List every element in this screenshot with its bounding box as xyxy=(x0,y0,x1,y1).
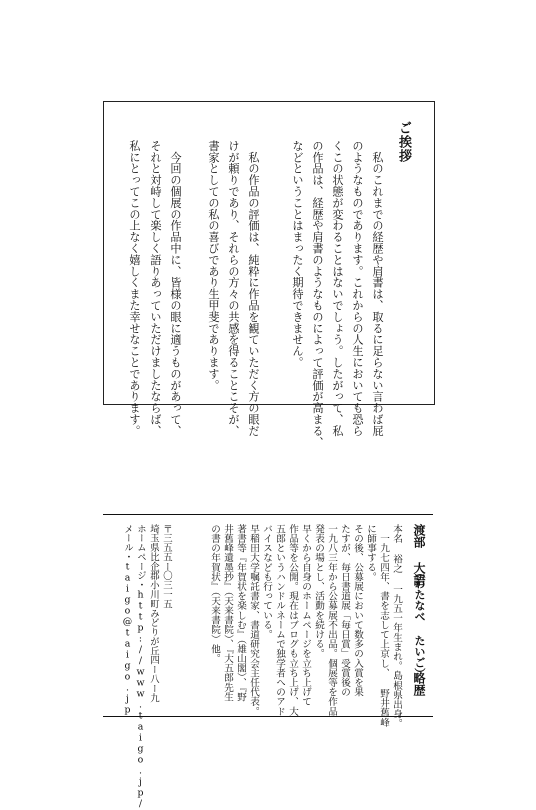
greeting-line: の作品は、経歴や肩書のようなものによって評価が高まる、 xyxy=(311,140,324,448)
greeting-line: けが頼りであり、それらの方々の共感を得ることこそが、 xyxy=(227,140,240,437)
postal-code: 〒三五五ー〇三一五 xyxy=(161,524,172,609)
bottom-rule xyxy=(103,716,433,717)
profile-name: 渡部 大語 xyxy=(412,524,426,586)
top-rule xyxy=(103,514,433,515)
profile-line: たすが、毎日書道展「毎日賞」受賞後の xyxy=(339,524,350,697)
profile-line: の書の年賀状』（天来書院）他。 xyxy=(209,524,220,664)
greeting-line: 書家としての私の喜びであり生甲斐であります。 xyxy=(207,140,220,391)
greeting-line: 今回の個展の作品中に、皆様の眼に適うものがあって、 xyxy=(169,140,182,437)
profile-line: その後、公募展において数多の入賞を果 xyxy=(352,524,363,697)
profile-line: 作品等を公開。現在はブログも立ち上げ、大 xyxy=(287,524,298,716)
greeting-line: くこの状態が変わることはないでしょう。したがって、私 xyxy=(331,140,344,437)
profile-line: 五郎というハンドルネームで独学者へのアド xyxy=(274,524,285,716)
homepage-link[interactable]: ホームページ・http://www.taigo.jp/ xyxy=(135,524,146,810)
greeting-line: 私の作品の評価は、純粋に作品を観ていただく方の眼だ xyxy=(247,140,260,437)
greeting-line: 私にとってこの上なく嬉しくまた幸せなことであります。 xyxy=(128,140,141,437)
profile-line: 一九七四年、書を志して上京し、 野井舊峰 xyxy=(378,524,389,727)
greeting-line: それと対峙して楽しく語りあっていただけましたならば、 xyxy=(149,140,162,437)
profile-line: 一九八三年から公募展不出品。個展等を作品 xyxy=(326,524,337,716)
profile-line: 著書等『年賀状を楽しむ』（雄山閣）、『野 xyxy=(235,524,246,702)
profile-reading: （わたなべ たいご） xyxy=(413,567,426,679)
profile-line: 早稲田大学嘱託書家、書道研究会主任代表。 xyxy=(248,524,259,716)
profile-line: 本名 裕之 一九五一年生まれ。島根県出身。 xyxy=(391,524,402,729)
address-line: 埼玉県比企郡小川町みどりが丘四ー八ー九 xyxy=(148,524,159,703)
greeting-title: ご挨拶 xyxy=(396,121,411,163)
profile-line: 早くから自身のホームページを立ち上げて xyxy=(300,524,311,707)
profile-heading: 略歴 xyxy=(412,672,426,696)
greeting-line: 私のこれまでの経歴や肩書は、取るに足らない言わば屁 xyxy=(371,140,384,437)
profile-line: 井舊峰遺墨抄』（天来書院）、『大五郎先生 xyxy=(222,524,233,702)
profile-line: バイスなども行っている。 xyxy=(261,524,272,640)
email-link[interactable]: メール・taigo@taigo.jp xyxy=(122,524,133,716)
greeting-line: のようなものであります。これからの人生においても恐ら xyxy=(351,140,364,437)
profile-line: に師事する。 xyxy=(365,524,376,582)
profile-line: 発表の場とし、活動を続ける。 xyxy=(313,524,324,659)
greeting-line: などということはまったく期待できません。 xyxy=(291,140,304,368)
